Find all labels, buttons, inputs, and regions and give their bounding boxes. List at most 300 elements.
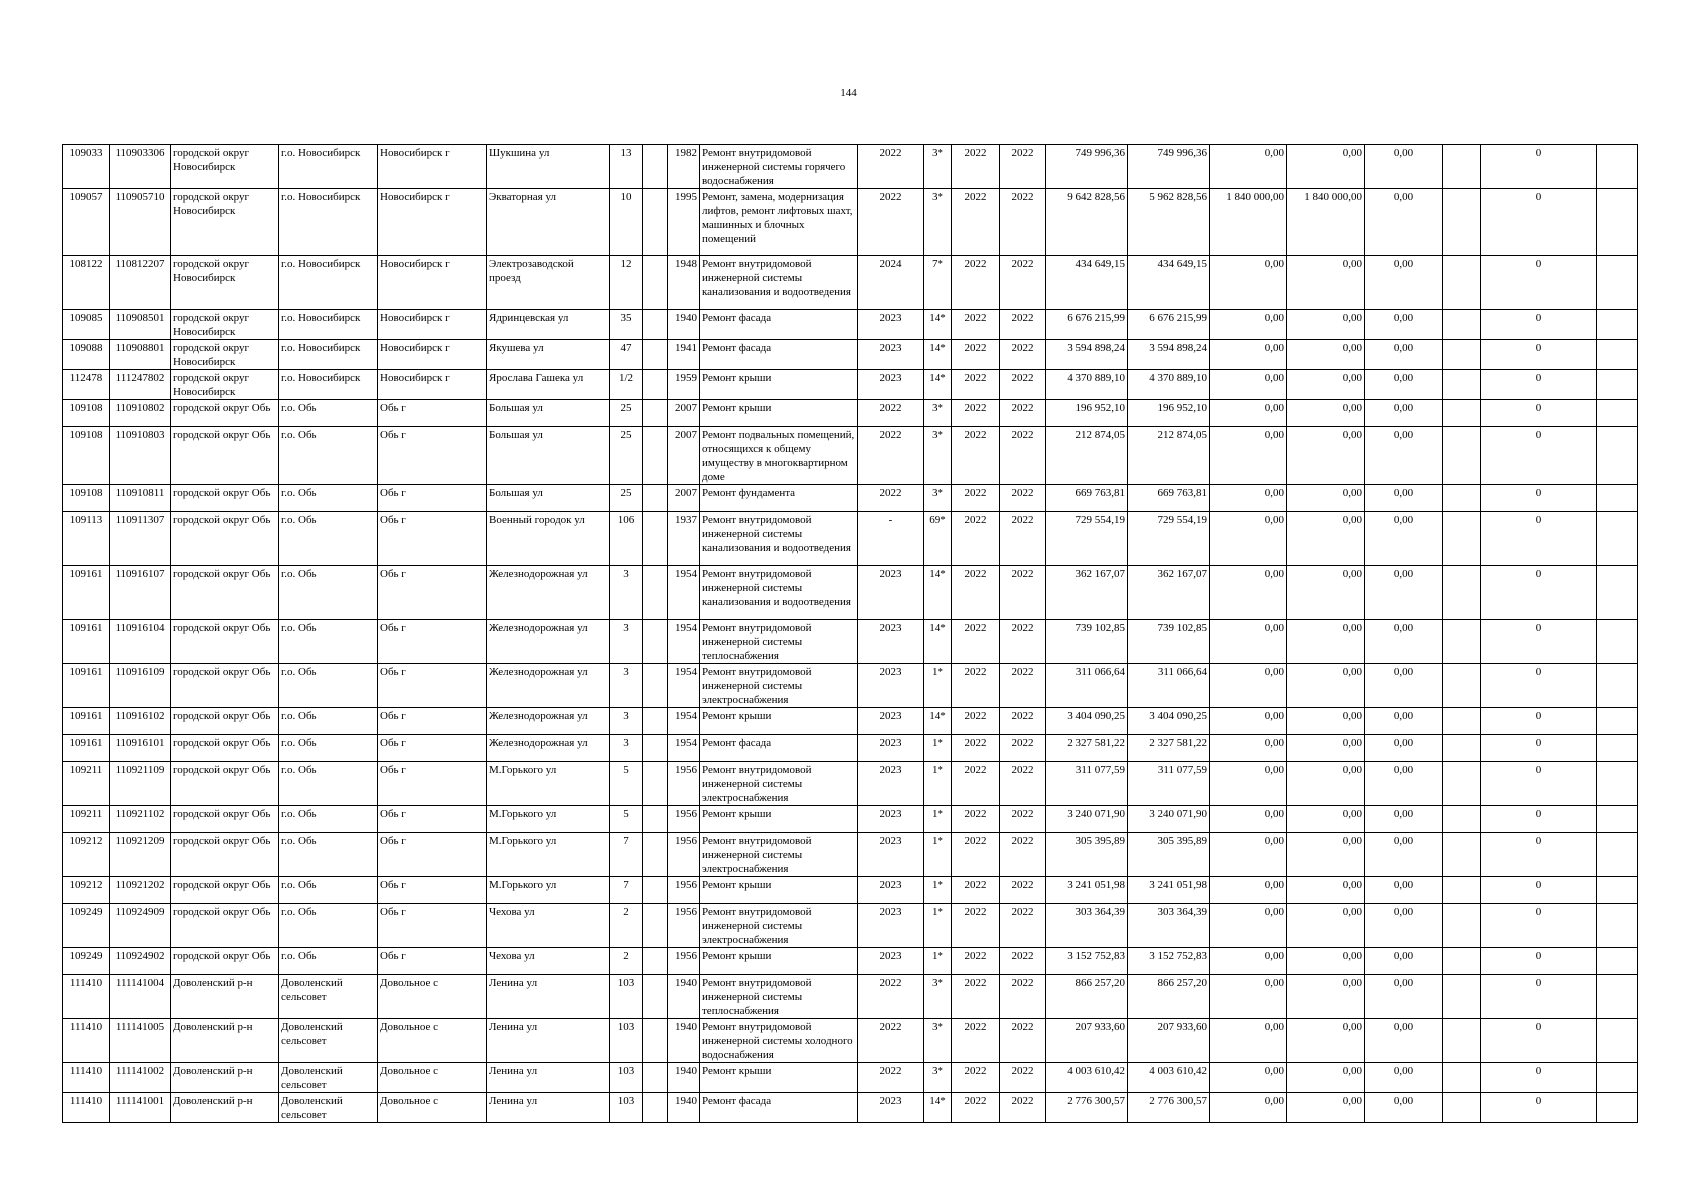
cell-settlement: Обь г — [378, 566, 487, 620]
cell-total-cost: 3 594 898,24 — [1046, 340, 1128, 370]
cell-municipality: г.о. Обь — [279, 620, 378, 664]
cell-municipality: г.о. Новосибирск — [279, 189, 378, 256]
cell-start-year: 2022 — [952, 370, 1000, 400]
cell-count: 0 — [1481, 566, 1597, 620]
cell-cost-regional: 0,00 — [1210, 762, 1287, 806]
cell-year-built: 1954 — [668, 708, 700, 735]
cell-house-id: 109211 — [63, 762, 110, 806]
cell-cost-regional: 0,00 — [1210, 904, 1287, 948]
cell-note — [1443, 1063, 1481, 1093]
cell-work-type: Ремонт внутридомовой инженерной системы электроснабжения — [700, 664, 858, 708]
cell-note — [1443, 762, 1481, 806]
cell-street: Якушева ул — [487, 340, 610, 370]
cell-element-id: 110910811 — [110, 485, 171, 512]
cell-settlement: Обь г — [378, 485, 487, 512]
cell-work-type: Ремонт внутридомовой инженерной системы электроснабжения — [700, 904, 858, 948]
cell-cost-local: 0,00 — [1365, 1019, 1443, 1063]
cell-basis: 14* — [924, 620, 952, 664]
cell-note — [1443, 370, 1481, 400]
cell-start-year: 2022 — [952, 145, 1000, 189]
cell-house-number: 10 — [610, 189, 643, 256]
cell-street: Военный городок ул — [487, 512, 610, 566]
cell-basis: 3* — [924, 485, 952, 512]
cell-municipal-district: городской округ Новосибирск — [171, 145, 279, 189]
cell-note — [1443, 833, 1481, 877]
cell-count: 0 — [1481, 1019, 1597, 1063]
cell-note — [1443, 189, 1481, 256]
cell-cost-local: 0,00 — [1365, 485, 1443, 512]
cell-end-year: 2022 — [1000, 620, 1046, 664]
cell-settlement: Новосибирск г — [378, 370, 487, 400]
cell-end-year: 2022 — [1000, 735, 1046, 762]
cell-house-id: 111410 — [63, 975, 110, 1019]
cell-note — [1443, 664, 1481, 708]
cell-municipal-district: городской округ Новосибирск — [171, 189, 279, 256]
cell-basis: 3* — [924, 400, 952, 427]
cell-settlement: Обь г — [378, 512, 487, 566]
cell-cost-local: 0,00 — [1365, 735, 1443, 762]
cell-end-year: 2022 — [1000, 948, 1046, 975]
cell-cost-regional: 0,00 — [1210, 485, 1287, 512]
cell-cost-regional-2: 0,00 — [1287, 566, 1365, 620]
table-row — [63, 1019, 1638, 1063]
cell-cost-local: 0,00 — [1365, 310, 1443, 340]
cell-house-id: 109113 — [63, 512, 110, 566]
cell-count: 0 — [1481, 948, 1597, 975]
cell-element-id: 110910803 — [110, 427, 171, 485]
cell-start-year: 2022 — [952, 664, 1000, 708]
table-row — [63, 400, 1638, 427]
cell-basis: 1* — [924, 806, 952, 833]
cell-settlement: Новосибирск г — [378, 310, 487, 340]
cell-cost-owners-funds: 305 395,89 — [1128, 833, 1210, 877]
cell-work-type: Ремонт подвальных помещений, относящихся к общему имуществу в многоквартирном доме — [700, 427, 858, 485]
cell-note — [1443, 1093, 1481, 1123]
cell-extra — [1597, 1063, 1638, 1093]
cell-municipality: г.о. Обь — [279, 664, 378, 708]
cell-cost-regional: 0,00 — [1210, 948, 1287, 975]
cell-note — [1443, 708, 1481, 735]
repair-register-table — [62, 144, 1638, 1123]
cell-cost-regional: 0,00 — [1210, 708, 1287, 735]
cell-municipal-district: городской округ Обь — [171, 664, 279, 708]
cell-total-cost: 4 370 889,10 — [1046, 370, 1128, 400]
cell-start-year: 2022 — [952, 400, 1000, 427]
cell-note — [1443, 735, 1481, 762]
cell-settlement: Обь г — [378, 400, 487, 427]
cell-municipal-district: городской округ Обь — [171, 877, 279, 904]
cell-work-type: Ремонт фасада — [700, 735, 858, 762]
cell-end-year: 2022 — [1000, 145, 1046, 189]
cell-element-id: 111247802 — [110, 370, 171, 400]
cell-municipality: Доволенский сельсовет — [279, 1093, 378, 1123]
cell-basis: 7* — [924, 256, 952, 310]
cell-house-number: 103 — [610, 975, 643, 1019]
cell-year-built: 2007 — [668, 400, 700, 427]
cell-cost-regional: 0,00 — [1210, 664, 1287, 708]
cell-plan-year: 2022 — [858, 145, 924, 189]
cell-extra — [1597, 708, 1638, 735]
cell-building — [643, 1093, 668, 1123]
cell-cost-regional: 0,00 — [1210, 256, 1287, 310]
cell-element-id: 111141005 — [110, 1019, 171, 1063]
cell-municipality: г.о. Обь — [279, 948, 378, 975]
cell-count: 0 — [1481, 904, 1597, 948]
cell-basis: 3* — [924, 145, 952, 189]
cell-start-year: 2022 — [952, 620, 1000, 664]
cell-cost-local: 0,00 — [1365, 1063, 1443, 1093]
cell-house-number: 47 — [610, 340, 643, 370]
cell-settlement: Новосибирск г — [378, 340, 487, 370]
cell-extra — [1597, 189, 1638, 256]
cell-municipality: г.о. Обь — [279, 708, 378, 735]
cell-element-id: 110916107 — [110, 566, 171, 620]
cell-count: 0 — [1481, 620, 1597, 664]
cell-plan-year: 2022 — [858, 975, 924, 1019]
cell-street: Большая ул — [487, 400, 610, 427]
cell-cost-regional-2: 0,00 — [1287, 340, 1365, 370]
cell-municipality: г.о. Обь — [279, 512, 378, 566]
cell-building — [643, 400, 668, 427]
cell-cost-regional-2: 0,00 — [1287, 310, 1365, 340]
cell-basis: 1* — [924, 904, 952, 948]
cell-total-cost: 739 102,85 — [1046, 620, 1128, 664]
cell-municipality: Доволенский сельсовет — [279, 975, 378, 1019]
cell-year-built: 1954 — [668, 620, 700, 664]
cell-count: 0 — [1481, 370, 1597, 400]
cell-start-year: 2022 — [952, 708, 1000, 735]
cell-note — [1443, 620, 1481, 664]
cell-start-year: 2022 — [952, 948, 1000, 975]
cell-end-year: 2022 — [1000, 975, 1046, 1019]
cell-building — [643, 735, 668, 762]
cell-cost-owners-funds: 4 370 889,10 — [1128, 370, 1210, 400]
cell-building — [643, 975, 668, 1019]
cell-cost-owners-funds: 3 152 752,83 — [1128, 948, 1210, 975]
cell-work-type: Ремонт крыши — [700, 370, 858, 400]
cell-cost-regional: 0,00 — [1210, 735, 1287, 762]
cell-street: Железнодорожная ул — [487, 620, 610, 664]
cell-note — [1443, 566, 1481, 620]
cell-end-year: 2022 — [1000, 310, 1046, 340]
cell-house-number: 35 — [610, 310, 643, 340]
cell-cost-regional-2: 0,00 — [1287, 1063, 1365, 1093]
cell-plan-year: 2023 — [858, 806, 924, 833]
cell-building — [643, 762, 668, 806]
cell-year-built: 1956 — [668, 833, 700, 877]
cell-work-type: Ремонт внутридомовой инженерной системы канализования и водоотведения — [700, 512, 858, 566]
cell-element-id: 110910802 — [110, 400, 171, 427]
cell-plan-year: 2022 — [858, 427, 924, 485]
cell-municipal-district: городской округ Обь — [171, 485, 279, 512]
cell-cost-regional-2: 0,00 — [1287, 904, 1365, 948]
cell-note — [1443, 806, 1481, 833]
cell-total-cost: 3 240 071,90 — [1046, 806, 1128, 833]
cell-basis: 3* — [924, 975, 952, 1019]
table-row — [63, 189, 1638, 256]
table-row — [63, 806, 1638, 833]
cell-municipality: г.о. Обь — [279, 566, 378, 620]
cell-year-built: 1940 — [668, 1063, 700, 1093]
cell-settlement: Обь г — [378, 427, 487, 485]
cell-end-year: 2022 — [1000, 1063, 1046, 1093]
cell-plan-year: 2023 — [858, 1093, 924, 1123]
cell-cost-owners-funds: 2 776 300,57 — [1128, 1093, 1210, 1123]
cell-extra — [1597, 256, 1638, 310]
cell-building — [643, 310, 668, 340]
cell-extra — [1597, 904, 1638, 948]
cell-end-year: 2022 — [1000, 904, 1046, 948]
cell-year-built: 1948 — [668, 256, 700, 310]
cell-building — [643, 1019, 668, 1063]
cell-total-cost: 311 066,64 — [1046, 664, 1128, 708]
cell-plan-year: 2022 — [858, 189, 924, 256]
cell-element-id: 110911307 — [110, 512, 171, 566]
cell-cost-regional-2: 0,00 — [1287, 256, 1365, 310]
cell-municipality: г.о. Обь — [279, 735, 378, 762]
cell-municipality: г.о. Новосибирск — [279, 310, 378, 340]
cell-house-number: 5 — [610, 762, 643, 806]
cell-total-cost: 3 152 752,83 — [1046, 948, 1128, 975]
cell-street: Экваторная ул — [487, 189, 610, 256]
cell-building — [643, 806, 668, 833]
cell-cost-owners-funds: 739 102,85 — [1128, 620, 1210, 664]
cell-house-id: 109212 — [63, 833, 110, 877]
cell-extra — [1597, 512, 1638, 566]
cell-plan-year: 2023 — [858, 664, 924, 708]
cell-cost-regional: 0,00 — [1210, 806, 1287, 833]
cell-plan-year: 2023 — [858, 310, 924, 340]
table-row — [63, 708, 1638, 735]
cell-house-id: 109249 — [63, 904, 110, 948]
cell-extra — [1597, 310, 1638, 340]
cell-total-cost: 207 933,60 — [1046, 1019, 1128, 1063]
cell-cost-regional-2: 0,00 — [1287, 735, 1365, 762]
cell-count: 0 — [1481, 708, 1597, 735]
cell-house-id: 109108 — [63, 427, 110, 485]
cell-cost-local: 0,00 — [1365, 145, 1443, 189]
cell-count: 0 — [1481, 512, 1597, 566]
cell-basis: 1* — [924, 948, 952, 975]
cell-cost-regional-2: 0,00 — [1287, 806, 1365, 833]
cell-cost-owners-funds: 5 962 828,56 — [1128, 189, 1210, 256]
cell-house-id: 111410 — [63, 1063, 110, 1093]
cell-total-cost: 6 676 215,99 — [1046, 310, 1128, 340]
cell-building — [643, 485, 668, 512]
cell-count: 0 — [1481, 833, 1597, 877]
cell-cost-owners-funds: 196 952,10 — [1128, 400, 1210, 427]
cell-note — [1443, 948, 1481, 975]
cell-house-number: 5 — [610, 806, 643, 833]
cell-work-type: Ремонт фасада — [700, 340, 858, 370]
cell-house-id: 112478 — [63, 370, 110, 400]
cell-element-id: 110903306 — [110, 145, 171, 189]
cell-municipal-district: Доволенский р-н — [171, 975, 279, 1019]
cell-element-id: 110916101 — [110, 735, 171, 762]
cell-cost-regional: 0,00 — [1210, 145, 1287, 189]
cell-cost-local: 0,00 — [1365, 948, 1443, 975]
cell-street: Чехова ул — [487, 904, 610, 948]
cell-basis: 1* — [924, 735, 952, 762]
cell-year-built: 1941 — [668, 340, 700, 370]
cell-house-id: 109108 — [63, 485, 110, 512]
cell-street: Железнодорожная ул — [487, 708, 610, 735]
cell-house-number: 2 — [610, 904, 643, 948]
cell-element-id: 110921209 — [110, 833, 171, 877]
cell-cost-local: 0,00 — [1365, 189, 1443, 256]
cell-note — [1443, 512, 1481, 566]
cell-house-id: 109249 — [63, 948, 110, 975]
cell-settlement: Новосибирск г — [378, 145, 487, 189]
cell-house-number: 7 — [610, 877, 643, 904]
cell-house-id: 109033 — [63, 145, 110, 189]
cell-work-type: Ремонт фундамента — [700, 485, 858, 512]
cell-municipality: г.о. Обь — [279, 904, 378, 948]
cell-cost-regional: 0,00 — [1210, 566, 1287, 620]
cell-municipality: Доволенский сельсовет — [279, 1063, 378, 1093]
cell-settlement: Довольное с — [378, 1019, 487, 1063]
cell-house-id: 111410 — [63, 1093, 110, 1123]
cell-building — [643, 904, 668, 948]
cell-work-type: Ремонт фасада — [700, 310, 858, 340]
cell-count: 0 — [1481, 427, 1597, 485]
cell-start-year: 2022 — [952, 904, 1000, 948]
cell-total-cost: 212 874,05 — [1046, 427, 1128, 485]
table-row — [63, 1063, 1638, 1093]
cell-extra — [1597, 1019, 1638, 1063]
cell-house-id: 109211 — [63, 806, 110, 833]
cell-cost-local: 0,00 — [1365, 427, 1443, 485]
cell-note — [1443, 1019, 1481, 1063]
cell-settlement: Обь г — [378, 664, 487, 708]
cell-extra — [1597, 427, 1638, 485]
cell-end-year: 2022 — [1000, 485, 1046, 512]
cell-cost-regional: 0,00 — [1210, 512, 1287, 566]
table-row — [63, 762, 1638, 806]
cell-work-type: Ремонт фасада — [700, 1093, 858, 1123]
cell-extra — [1597, 145, 1638, 189]
cell-house-number: 1/2 — [610, 370, 643, 400]
cell-settlement: Обь г — [378, 735, 487, 762]
cell-end-year: 2022 — [1000, 1093, 1046, 1123]
cell-end-year: 2022 — [1000, 708, 1046, 735]
cell-start-year: 2022 — [952, 833, 1000, 877]
cell-extra — [1597, 664, 1638, 708]
cell-work-type: Ремонт внутридомовой инженерной системы теплоснабжения — [700, 620, 858, 664]
cell-municipality: г.о. Новосибирск — [279, 256, 378, 310]
cell-work-type: Ремонт внутридомовой инженерной системы канализования и водоотведения — [700, 256, 858, 310]
cell-municipality: г.о. Обь — [279, 427, 378, 485]
cell-cost-owners-funds: 311 077,59 — [1128, 762, 1210, 806]
cell-cost-owners-funds: 434 649,15 — [1128, 256, 1210, 310]
cell-municipal-district: городской округ Новосибирск — [171, 256, 279, 310]
cell-basis: 1* — [924, 762, 952, 806]
cell-municipal-district: Доволенский р-н — [171, 1093, 279, 1123]
table-row — [63, 735, 1638, 762]
cell-building — [643, 370, 668, 400]
cell-cost-regional-2: 0,00 — [1287, 948, 1365, 975]
cell-house-id: 109161 — [63, 708, 110, 735]
cell-basis: 14* — [924, 1093, 952, 1123]
cell-count: 0 — [1481, 1063, 1597, 1093]
cell-count: 0 — [1481, 256, 1597, 310]
cell-cost-owners-funds: 212 874,05 — [1128, 427, 1210, 485]
cell-cost-owners-funds: 3 241 051,98 — [1128, 877, 1210, 904]
cell-basis: 14* — [924, 566, 952, 620]
cell-end-year: 2022 — [1000, 427, 1046, 485]
cell-note — [1443, 427, 1481, 485]
cell-settlement: Обь г — [378, 877, 487, 904]
cell-municipal-district: городской округ Новосибирск — [171, 310, 279, 340]
cell-work-type: Ремонт внутридомовой инженерной системы электроснабжения — [700, 833, 858, 877]
cell-settlement: Обь г — [378, 708, 487, 735]
table-row — [63, 1093, 1638, 1123]
cell-municipal-district: городской округ Обь — [171, 833, 279, 877]
cell-cost-owners-funds: 207 933,60 — [1128, 1019, 1210, 1063]
cell-element-id: 110921109 — [110, 762, 171, 806]
cell-house-number: 103 — [610, 1093, 643, 1123]
cell-element-id: 110924902 — [110, 948, 171, 975]
cell-extra — [1597, 1093, 1638, 1123]
cell-plan-year: 2022 — [858, 400, 924, 427]
cell-settlement: Новосибирск г — [378, 189, 487, 256]
cell-plan-year: 2022 — [858, 1019, 924, 1063]
cell-element-id: 110916109 — [110, 664, 171, 708]
cell-settlement: Обь г — [378, 904, 487, 948]
cell-cost-regional-2: 0,00 — [1287, 833, 1365, 877]
cell-total-cost: 311 077,59 — [1046, 762, 1128, 806]
cell-extra — [1597, 975, 1638, 1019]
cell-house-number: 3 — [610, 664, 643, 708]
cell-plan-year: 2023 — [858, 948, 924, 975]
cell-street: Чехова ул — [487, 948, 610, 975]
cell-cost-local: 0,00 — [1365, 1093, 1443, 1123]
cell-note — [1443, 256, 1481, 310]
cell-work-type: Ремонт внутридомовой инженерной системы холодного водоснабжения — [700, 1019, 858, 1063]
cell-cost-regional-2: 0,00 — [1287, 1019, 1365, 1063]
cell-building — [643, 340, 668, 370]
cell-basis: 14* — [924, 340, 952, 370]
cell-settlement: Обь г — [378, 806, 487, 833]
cell-cost-regional-2: 0,00 — [1287, 400, 1365, 427]
cell-total-cost: 2 327 581,22 — [1046, 735, 1128, 762]
cell-house-number: 12 — [610, 256, 643, 310]
cell-extra — [1597, 948, 1638, 975]
cell-street: Железнодорожная ул — [487, 566, 610, 620]
cell-element-id: 110905710 — [110, 189, 171, 256]
cell-plan-year: - — [858, 512, 924, 566]
cell-cost-owners-funds: 3 240 071,90 — [1128, 806, 1210, 833]
cell-start-year: 2022 — [952, 340, 1000, 370]
cell-cost-regional: 0,00 — [1210, 340, 1287, 370]
cell-year-built: 1956 — [668, 806, 700, 833]
cell-note — [1443, 340, 1481, 370]
cell-street: Ярослава Гашека ул — [487, 370, 610, 400]
cell-start-year: 2022 — [952, 1093, 1000, 1123]
table-row — [63, 370, 1638, 400]
cell-year-built: 1940 — [668, 1093, 700, 1123]
cell-cost-owners-funds: 303 364,39 — [1128, 904, 1210, 948]
cell-cost-local: 0,00 — [1365, 256, 1443, 310]
table-row — [63, 427, 1638, 485]
cell-cost-regional: 0,00 — [1210, 833, 1287, 877]
cell-element-id: 110916102 — [110, 708, 171, 735]
table-row — [63, 975, 1638, 1019]
cell-note — [1443, 310, 1481, 340]
cell-cost-regional-2: 0,00 — [1287, 762, 1365, 806]
cell-total-cost: 305 395,89 — [1046, 833, 1128, 877]
cell-municipal-district: городской округ Обь — [171, 400, 279, 427]
